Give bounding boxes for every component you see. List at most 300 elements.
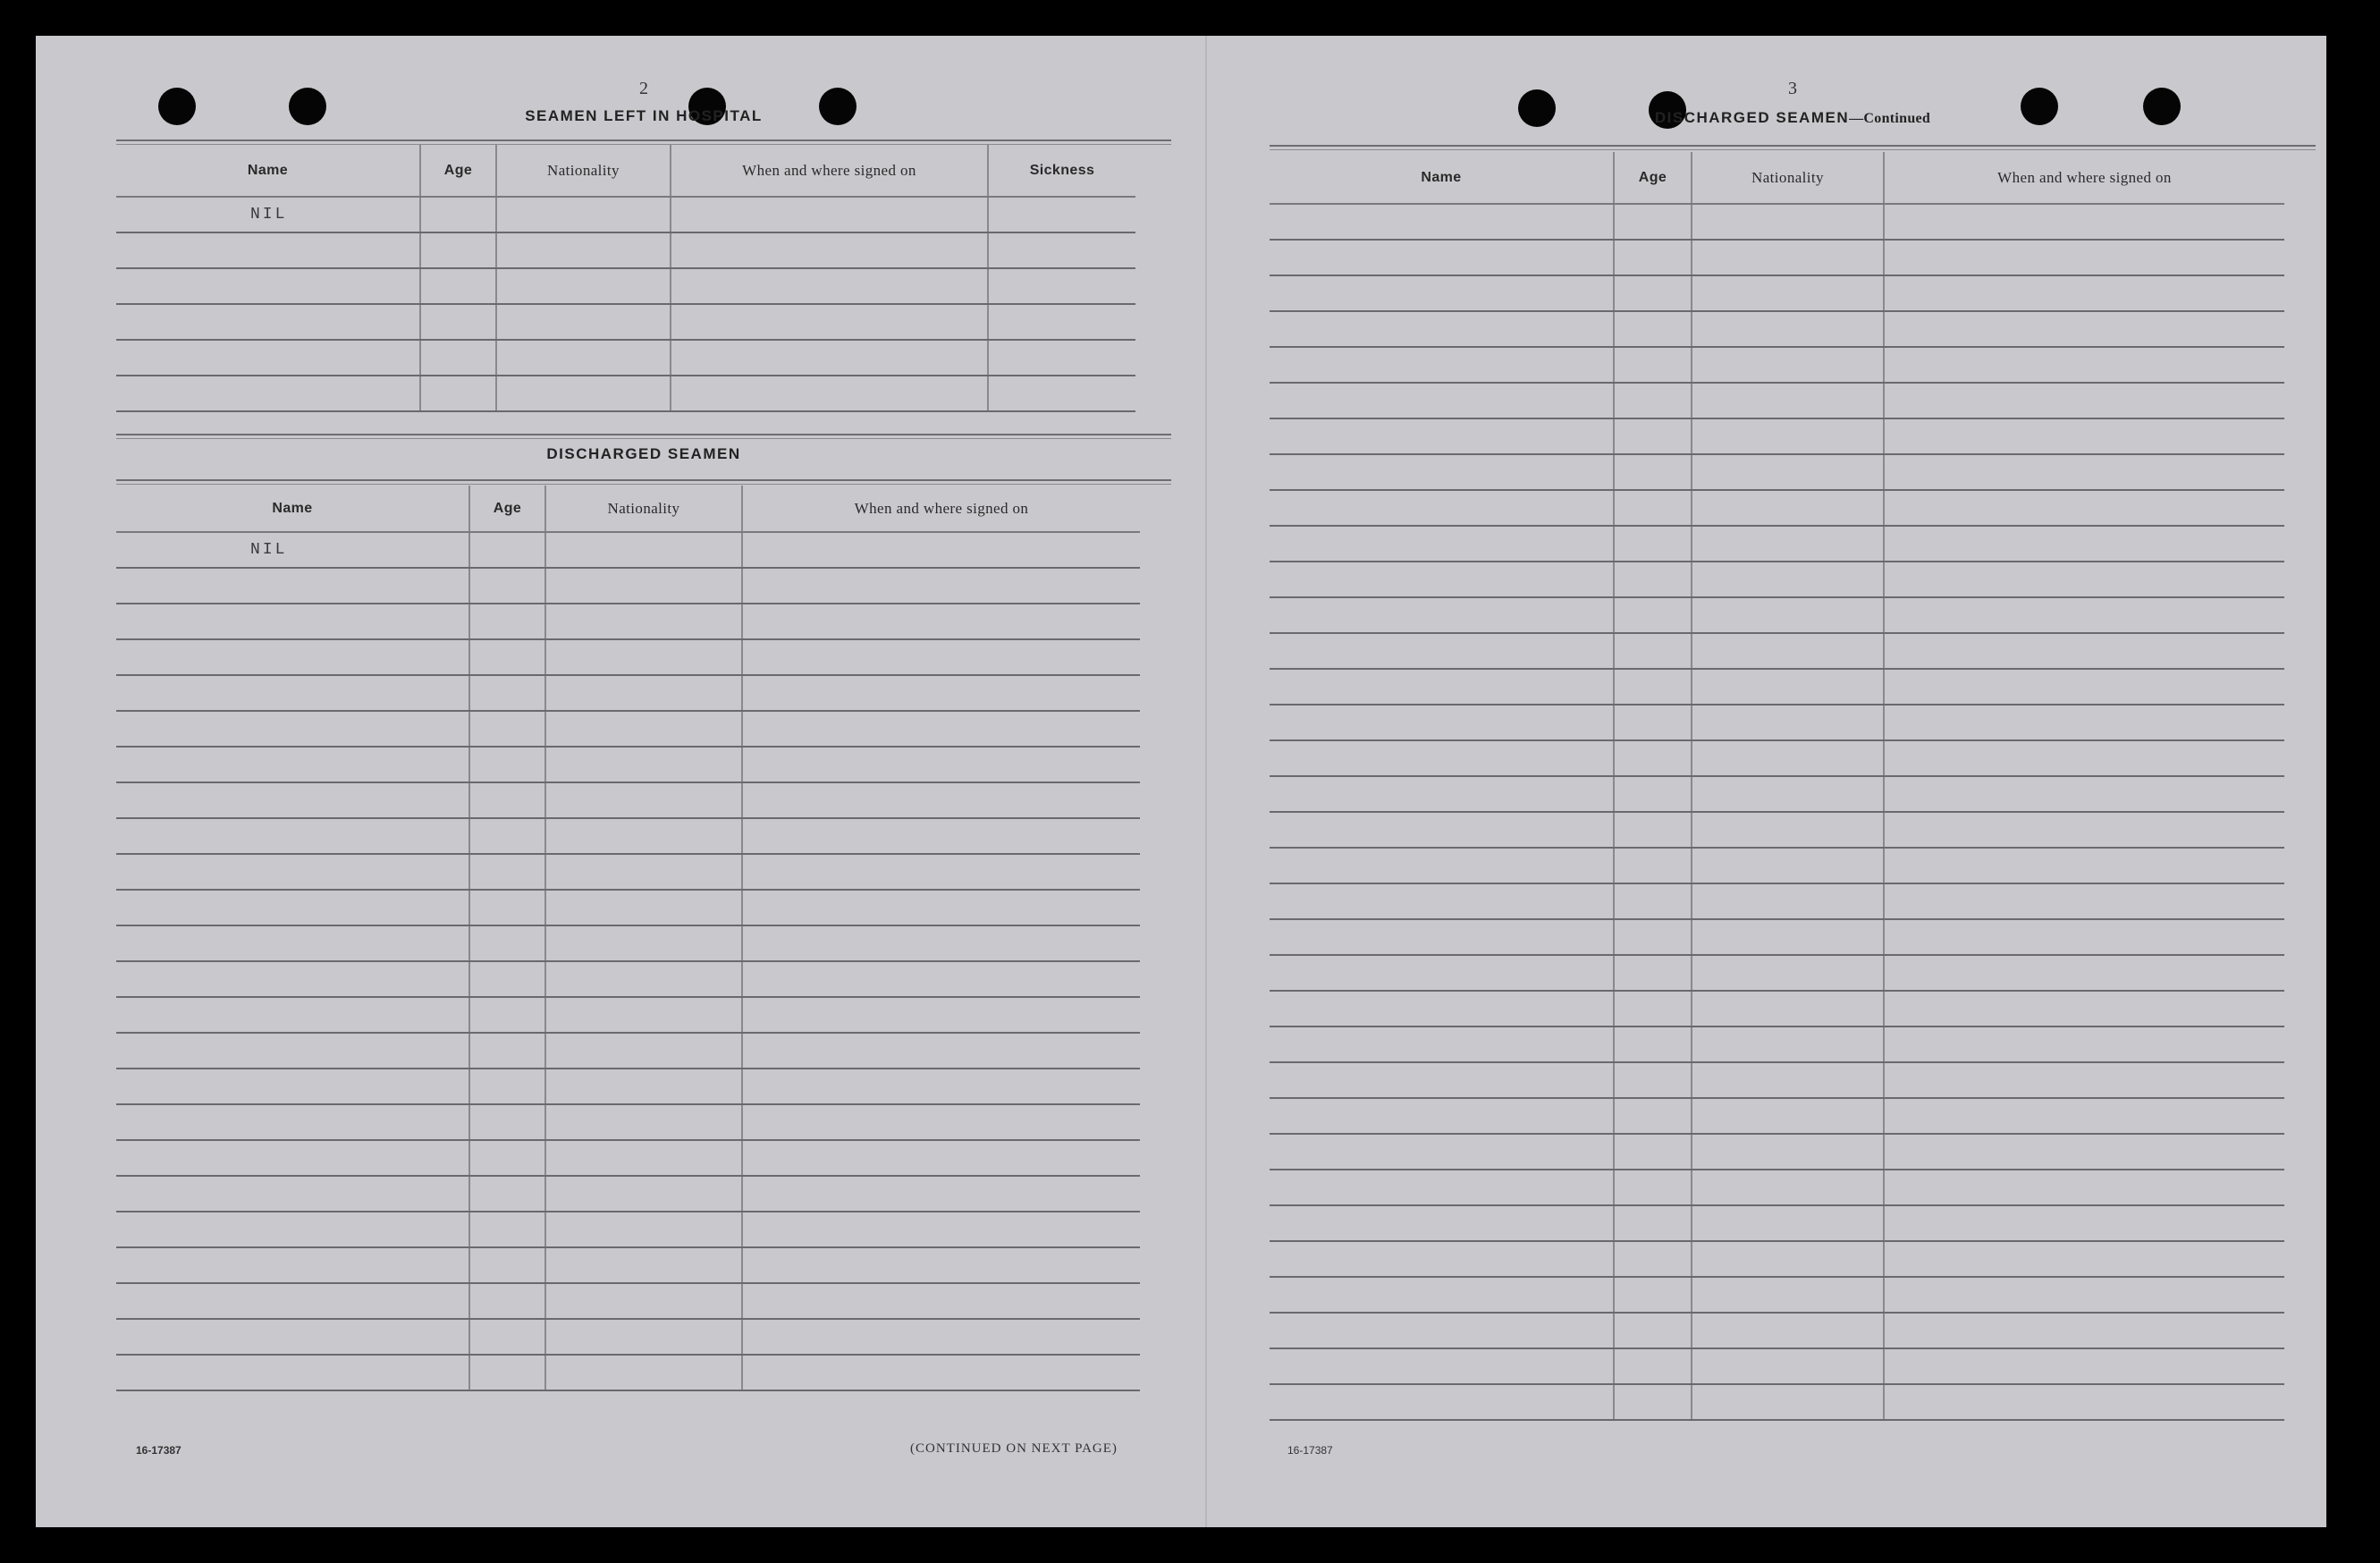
table-row bbox=[1270, 311, 2284, 347]
cell-age bbox=[1614, 275, 1692, 311]
cell-name bbox=[1270, 669, 1614, 705]
table-row bbox=[116, 197, 1135, 232]
discharged-continued-title bbox=[1270, 109, 2316, 127]
cell-age bbox=[469, 1176, 545, 1212]
page-fold bbox=[1205, 36, 1207, 1527]
table-row bbox=[116, 711, 1140, 747]
column-header-when-and-where-signed-on: When and where signed on bbox=[1884, 152, 2284, 204]
cell-nationality bbox=[545, 568, 742, 604]
cell-age bbox=[1614, 311, 1692, 347]
discharged-continued-table bbox=[1270, 152, 2284, 1421]
cell-nationality bbox=[545, 782, 742, 818]
cell-name bbox=[1270, 633, 1614, 669]
cell-when-and-where-signed-on bbox=[1884, 812, 2284, 848]
cell-nationality bbox=[1692, 383, 1884, 418]
cell-when-and-where-signed-on bbox=[671, 304, 988, 340]
table-row bbox=[116, 854, 1140, 890]
cell-nationality bbox=[545, 1355, 742, 1390]
cell-nationality bbox=[545, 997, 742, 1033]
table-row bbox=[116, 925, 1140, 961]
cell-nationality bbox=[1692, 991, 1884, 1027]
table-row bbox=[1270, 1062, 2284, 1098]
cell-age bbox=[469, 1104, 545, 1140]
column-header-nationality: Nationality bbox=[545, 486, 742, 532]
cell-when-and-where-signed-on bbox=[1884, 383, 2284, 418]
cell-name bbox=[116, 961, 469, 997]
cell-age bbox=[469, 925, 545, 961]
cell-name bbox=[116, 1104, 469, 1140]
table-row bbox=[116, 304, 1135, 340]
page-number: 2 bbox=[639, 79, 648, 98]
cell-nationality bbox=[496, 376, 671, 411]
cell-when-and-where-signed-on bbox=[1884, 1027, 2284, 1062]
cell-age bbox=[1614, 490, 1692, 526]
table-row bbox=[116, 376, 1135, 411]
cell-nationality bbox=[545, 818, 742, 854]
cell-when-and-where-signed-on bbox=[742, 1355, 1140, 1390]
table-row bbox=[116, 1247, 1140, 1283]
cell-nationality bbox=[1692, 490, 1884, 526]
cell-name bbox=[1270, 418, 1614, 454]
cell-when-and-where-signed-on bbox=[1884, 1205, 2284, 1241]
cell-age bbox=[1614, 1134, 1692, 1170]
cell-age bbox=[469, 961, 545, 997]
cell-nationality bbox=[1692, 740, 1884, 776]
cell-name bbox=[116, 304, 420, 340]
cell-age bbox=[1614, 418, 1692, 454]
table-row bbox=[1270, 669, 2284, 705]
table-row bbox=[1270, 1313, 2284, 1348]
cell-age bbox=[469, 1283, 545, 1319]
table-row bbox=[116, 1069, 1140, 1104]
cell-name bbox=[116, 747, 469, 782]
cell-age bbox=[469, 854, 545, 890]
cell-name bbox=[116, 1140, 469, 1176]
cell-name bbox=[1270, 740, 1614, 776]
cell-sickness bbox=[988, 232, 1135, 268]
cell-name bbox=[1270, 311, 1614, 347]
table-row bbox=[1270, 490, 2284, 526]
double-rule bbox=[116, 434, 1171, 439]
cell-nationality bbox=[496, 304, 671, 340]
cell-nationality bbox=[545, 961, 742, 997]
cell-name bbox=[116, 818, 469, 854]
table-row bbox=[1270, 1170, 2284, 1205]
cell-when-and-where-signed-on bbox=[1884, 597, 2284, 633]
cell-age bbox=[469, 1319, 545, 1355]
cell-nationality bbox=[1692, 776, 1884, 812]
cell-name bbox=[1270, 705, 1614, 740]
cell-age bbox=[469, 639, 545, 675]
double-rule bbox=[116, 479, 1171, 485]
cell-age bbox=[420, 232, 496, 268]
cell-name bbox=[116, 854, 469, 890]
cell-when-and-where-signed-on bbox=[742, 532, 1140, 568]
cell-name bbox=[116, 568, 469, 604]
cell-when-and-where-signed-on bbox=[1884, 919, 2284, 955]
cell-name bbox=[116, 1069, 469, 1104]
cell-age bbox=[1614, 1098, 1692, 1134]
cell-when-and-where-signed-on bbox=[1884, 526, 2284, 562]
cell-name bbox=[116, 232, 420, 268]
cell-nationality bbox=[1692, 1062, 1884, 1098]
cell-when-and-where-signed-on bbox=[742, 1033, 1140, 1069]
cell-name bbox=[1270, 1241, 1614, 1277]
title-main: DISCHARGED SEAMEN bbox=[1654, 109, 1850, 126]
cell-when-and-where-signed-on bbox=[1884, 1098, 2284, 1134]
table-row bbox=[1270, 633, 2284, 669]
cell-name bbox=[1270, 883, 1614, 919]
cell-sickness bbox=[988, 268, 1135, 304]
table-row bbox=[116, 639, 1140, 675]
cell-when-and-where-signed-on bbox=[742, 604, 1140, 639]
cell-age bbox=[1614, 526, 1692, 562]
cell-when-and-where-signed-on bbox=[671, 268, 988, 304]
cell-age bbox=[1614, 562, 1692, 597]
table-row bbox=[116, 268, 1135, 304]
cell-when-and-where-signed-on bbox=[1884, 991, 2284, 1027]
cell-nationality bbox=[545, 1247, 742, 1283]
cell-when-and-where-signed-on bbox=[742, 890, 1140, 925]
cell-when-and-where-signed-on bbox=[1884, 204, 2284, 240]
cell-name bbox=[1270, 812, 1614, 848]
cell-nationality bbox=[545, 1033, 742, 1069]
cell-when-and-where-signed-on bbox=[1884, 347, 2284, 383]
table-row bbox=[116, 782, 1140, 818]
right-page bbox=[1270, 36, 2316, 1527]
double-rule bbox=[1270, 145, 2316, 150]
cell-age bbox=[469, 818, 545, 854]
cell-nationality bbox=[1692, 812, 1884, 848]
table-row bbox=[1270, 1027, 2284, 1062]
cell-name: NIL bbox=[116, 197, 420, 232]
table-row bbox=[116, 568, 1140, 604]
table-row bbox=[116, 890, 1140, 925]
cell-when-and-where-signed-on bbox=[1884, 1348, 2284, 1384]
cell-age bbox=[420, 197, 496, 232]
cell-name bbox=[1270, 1384, 1614, 1420]
cell-when-and-where-signed-on bbox=[1884, 1062, 2284, 1098]
cell-when-and-where-signed-on bbox=[1884, 848, 2284, 883]
cell-age bbox=[469, 1212, 545, 1247]
cell-nationality bbox=[545, 711, 742, 747]
cell-nationality bbox=[1692, 1170, 1884, 1205]
cell-nationality bbox=[496, 232, 671, 268]
table-row bbox=[1270, 991, 2284, 1027]
cell-when-and-where-signed-on bbox=[742, 1247, 1140, 1283]
cell-nationality bbox=[545, 639, 742, 675]
title-suffix: —Continued bbox=[1849, 111, 1931, 126]
cell-nationality bbox=[1692, 1241, 1884, 1277]
table-row bbox=[1270, 955, 2284, 991]
cell-when-and-where-signed-on bbox=[742, 1140, 1140, 1176]
cell-name bbox=[1270, 991, 1614, 1027]
cell-age bbox=[1614, 1241, 1692, 1277]
table-row bbox=[1270, 1241, 2284, 1277]
cell-nationality bbox=[1692, 204, 1884, 240]
cell-when-and-where-signed-on bbox=[742, 568, 1140, 604]
cell-name bbox=[116, 268, 420, 304]
cell-nationality bbox=[1692, 705, 1884, 740]
cell-age bbox=[420, 340, 496, 376]
table-row bbox=[1270, 1134, 2284, 1170]
cell-nationality bbox=[545, 604, 742, 639]
cell-when-and-where-signed-on bbox=[742, 1212, 1140, 1247]
table-row bbox=[116, 1212, 1140, 1247]
cell-name bbox=[116, 1355, 469, 1390]
table-row bbox=[1270, 919, 2284, 955]
table-row bbox=[116, 1283, 1140, 1319]
cell-nationality bbox=[1692, 1348, 1884, 1384]
cell-nationality bbox=[545, 1319, 742, 1355]
cell-age bbox=[1614, 454, 1692, 490]
cell-age bbox=[1614, 955, 1692, 991]
form-number: 16-17387 bbox=[1287, 1444, 1333, 1457]
cell-name bbox=[116, 340, 420, 376]
cell-age bbox=[469, 604, 545, 639]
cell-nationality bbox=[545, 1104, 742, 1140]
cell-name bbox=[116, 1283, 469, 1319]
cell-nationality bbox=[1692, 633, 1884, 669]
cell-when-and-where-signed-on bbox=[1884, 1134, 2284, 1170]
cell-when-and-where-signed-on bbox=[1884, 705, 2284, 740]
cell-name bbox=[1270, 454, 1614, 490]
cell-nationality bbox=[545, 1212, 742, 1247]
cell-nationality bbox=[1692, 347, 1884, 383]
table-row bbox=[1270, 1348, 2284, 1384]
cell-age bbox=[469, 747, 545, 782]
cell-name bbox=[1270, 1027, 1614, 1062]
table-row bbox=[116, 1355, 1140, 1390]
cell-name bbox=[116, 675, 469, 711]
cell-when-and-where-signed-on bbox=[1884, 1170, 2284, 1205]
cell-name bbox=[1270, 597, 1614, 633]
cell-when-and-where-signed-on bbox=[1884, 454, 2284, 490]
cell-nationality bbox=[1692, 562, 1884, 597]
cell-nationality bbox=[496, 197, 671, 232]
cell-nationality bbox=[1692, 275, 1884, 311]
column-header-nationality: Nationality bbox=[1692, 152, 1884, 204]
table-row bbox=[116, 675, 1140, 711]
table-row bbox=[116, 747, 1140, 782]
cell-age bbox=[1614, 240, 1692, 275]
cell-age bbox=[1614, 347, 1692, 383]
cell-age bbox=[1614, 1384, 1692, 1420]
column-header-name: Name bbox=[116, 486, 469, 532]
cell-name bbox=[1270, 1277, 1614, 1313]
cell-age bbox=[1614, 919, 1692, 955]
cell-nationality bbox=[1692, 1384, 1884, 1420]
cell-when-and-where-signed-on bbox=[1884, 562, 2284, 597]
table-row bbox=[1270, 383, 2284, 418]
cell-name bbox=[116, 604, 469, 639]
cell-when-and-where-signed-on bbox=[742, 1069, 1140, 1104]
cell-age bbox=[420, 304, 496, 340]
cell-age bbox=[1614, 883, 1692, 919]
cell-name bbox=[1270, 347, 1614, 383]
cell-age bbox=[1614, 1062, 1692, 1098]
table-row bbox=[1270, 347, 2284, 383]
table-row bbox=[116, 340, 1135, 376]
cell-name bbox=[1270, 1205, 1614, 1241]
cell-name bbox=[1270, 204, 1614, 240]
cell-when-and-where-signed-on bbox=[1884, 1241, 2284, 1277]
table-row bbox=[1270, 1384, 2284, 1420]
cell-nationality bbox=[1692, 919, 1884, 955]
cell-age bbox=[1614, 991, 1692, 1027]
cell-name bbox=[1270, 275, 1614, 311]
cell-age bbox=[1614, 669, 1692, 705]
table-row bbox=[116, 818, 1140, 854]
cell-when-and-where-signed-on bbox=[742, 997, 1140, 1033]
cell-age bbox=[469, 997, 545, 1033]
cell-nationality bbox=[1692, 526, 1884, 562]
cell-when-and-where-signed-on bbox=[742, 747, 1140, 782]
cell-name bbox=[116, 925, 469, 961]
table-row bbox=[116, 1140, 1140, 1176]
cell-nationality bbox=[545, 675, 742, 711]
table-row bbox=[1270, 418, 2284, 454]
cell-when-and-where-signed-on bbox=[1884, 669, 2284, 705]
cell-when-and-where-signed-on bbox=[671, 232, 988, 268]
cell-age bbox=[1614, 1277, 1692, 1313]
table-row bbox=[1270, 454, 2284, 490]
left-page bbox=[116, 36, 1171, 1527]
cell-nationality bbox=[496, 340, 671, 376]
table-row bbox=[1270, 1205, 2284, 1241]
table-row bbox=[116, 1033, 1140, 1069]
table-row bbox=[1270, 526, 2284, 562]
discharged-section-title: DISCHARGED SEAMEN bbox=[546, 445, 741, 462]
cell-name bbox=[1270, 1170, 1614, 1205]
cell-name bbox=[116, 997, 469, 1033]
table-row bbox=[1270, 740, 2284, 776]
table-row bbox=[1270, 275, 2284, 311]
table-row bbox=[1270, 204, 2284, 240]
cell-nationality bbox=[1692, 1134, 1884, 1170]
table-row bbox=[116, 604, 1140, 639]
table-row bbox=[1270, 240, 2284, 275]
cell-age bbox=[1614, 1205, 1692, 1241]
cell-when-and-where-signed-on bbox=[742, 675, 1140, 711]
cell-age bbox=[469, 1247, 545, 1283]
table-row bbox=[1270, 883, 2284, 919]
cell-nationality bbox=[496, 268, 671, 304]
cell-nationality bbox=[545, 747, 742, 782]
column-header-when-and-where-signed-on: When and where signed on bbox=[671, 145, 988, 197]
cell-when-and-where-signed-on bbox=[1884, 1384, 2284, 1420]
hospital-table bbox=[116, 145, 1135, 412]
cell-nationality bbox=[1692, 240, 1884, 275]
cell-nationality bbox=[1692, 1205, 1884, 1241]
cell-name bbox=[116, 1033, 469, 1069]
cell-sickness bbox=[988, 340, 1135, 376]
cell-age bbox=[469, 1140, 545, 1176]
cell-when-and-where-signed-on bbox=[1884, 633, 2284, 669]
cell-nationality bbox=[1692, 1098, 1884, 1134]
table-row bbox=[1270, 848, 2284, 883]
cell-when-and-where-signed-on bbox=[1884, 776, 2284, 812]
table-row bbox=[1270, 812, 2284, 848]
cell-when-and-where-signed-on bbox=[1884, 275, 2284, 311]
cell-age bbox=[1614, 597, 1692, 633]
cell-name bbox=[1270, 562, 1614, 597]
cell-age bbox=[469, 711, 545, 747]
cell-name bbox=[1270, 1313, 1614, 1348]
cell-name bbox=[116, 711, 469, 747]
cell-name bbox=[116, 376, 420, 411]
cell-age bbox=[1614, 776, 1692, 812]
cell-name bbox=[1270, 955, 1614, 991]
table-row bbox=[116, 1319, 1140, 1355]
cell-name bbox=[1270, 1098, 1614, 1134]
cell-nationality bbox=[1692, 1313, 1884, 1348]
cell-when-and-where-signed-on bbox=[1884, 240, 2284, 275]
cell-nationality bbox=[545, 1140, 742, 1176]
cell-age bbox=[1614, 1313, 1692, 1348]
cell-name bbox=[116, 782, 469, 818]
cell-nationality bbox=[545, 532, 742, 568]
cell-age bbox=[1614, 848, 1692, 883]
cell-name bbox=[1270, 1348, 1614, 1384]
cell-name bbox=[116, 1176, 469, 1212]
cell-name bbox=[116, 639, 469, 675]
cell-name bbox=[116, 1212, 469, 1247]
cell-sickness bbox=[988, 304, 1135, 340]
table-row bbox=[1270, 776, 2284, 812]
cell-age bbox=[1614, 1170, 1692, 1205]
cell-sickness bbox=[988, 197, 1135, 232]
cell-when-and-where-signed-on bbox=[742, 1176, 1140, 1212]
table-row bbox=[1270, 597, 2284, 633]
cell-when-and-where-signed-on bbox=[742, 961, 1140, 997]
table-row bbox=[116, 1176, 1140, 1212]
cell-name bbox=[1270, 526, 1614, 562]
cell-name bbox=[1270, 776, 1614, 812]
cell-age bbox=[1614, 204, 1692, 240]
document-paper bbox=[36, 36, 2326, 1527]
cell-nationality bbox=[1692, 1027, 1884, 1062]
cell-age bbox=[469, 782, 545, 818]
cell-when-and-where-signed-on bbox=[671, 376, 988, 411]
cell-age bbox=[1614, 740, 1692, 776]
cell-age bbox=[469, 1355, 545, 1390]
cell-age bbox=[1614, 1027, 1692, 1062]
cell-age bbox=[469, 1033, 545, 1069]
cell-when-and-where-signed-on bbox=[1884, 311, 2284, 347]
cell-nationality bbox=[1692, 1277, 1884, 1313]
column-header-age: Age bbox=[469, 486, 545, 532]
cell-when-and-where-signed-on bbox=[1884, 955, 2284, 991]
column-header-name: Name bbox=[1270, 152, 1614, 204]
form-number: 16-17387 bbox=[136, 1444, 181, 1457]
cell-when-and-where-signed-on bbox=[671, 197, 988, 232]
cell-age bbox=[1614, 383, 1692, 418]
table-row bbox=[1270, 1277, 2284, 1313]
continued-note: (CONTINUED ON NEXT PAGE) bbox=[910, 1441, 1118, 1456]
column-header-sickness: Sickness bbox=[988, 145, 1135, 197]
cell-name bbox=[116, 1319, 469, 1355]
cell-sickness bbox=[988, 376, 1135, 411]
cell-age bbox=[469, 890, 545, 925]
cell-name bbox=[116, 890, 469, 925]
cell-age bbox=[1614, 812, 1692, 848]
cell-age bbox=[1614, 705, 1692, 740]
column-header-nationality: Nationality bbox=[496, 145, 671, 197]
cell-name bbox=[1270, 1134, 1614, 1170]
cell-nationality bbox=[1692, 311, 1884, 347]
discharged-table bbox=[116, 486, 1140, 1391]
